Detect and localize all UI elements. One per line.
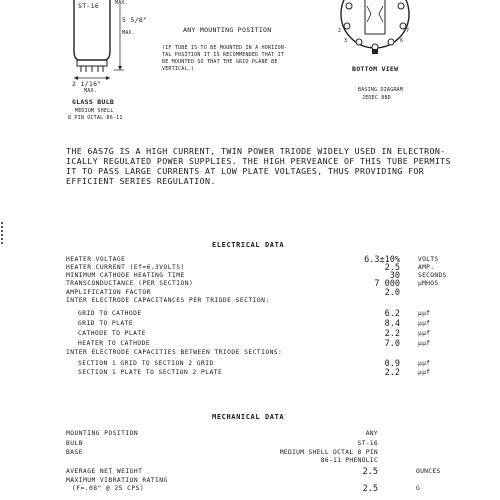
description-line-2: ICALLY REGULATED POWER SUPPLIES. THE HIGH PERVEANCE OF THIS TUBE PERMITS — [66, 156, 451, 166]
description-line-3: IT TO PASS LARGE CURRENTS AT LOW PLATE VOLTAGES, THUS PROVIDING FOR — [66, 166, 425, 176]
mounting-note-4: VERTICAL.) — [162, 66, 195, 72]
electrical-row: HEATER TO CATHODE 7.0 μμf — [78, 339, 431, 349]
bottom-view-title: BOTTOM VIEW — [352, 65, 399, 73]
electrical-row: GRID TO CATHODE 6.2 μμf — [78, 309, 431, 319]
mechanical-row: BASE MEDIUM SHELL OCTAL 8 PIN 86-11 PHENOLIC — [66, 449, 378, 464]
pin-label-3: 3 — [344, 38, 348, 44]
mechanical-row: BULB ST-16 — [66, 440, 378, 447]
electrical-row: HEATER VOLTAGE 6.3±10% VOLTS — [66, 255, 439, 265]
mechanical-data-heading: MECHANICAL DATA — [212, 413, 285, 421]
max-bottom-label: MAX. — [84, 88, 97, 94]
mechanical-row: MAXIMUM VIBRATION RATING (F=.08" @ 25 CPS) 2.5 G — [66, 477, 421, 494]
electrical-row: MINIMUM CATHODE HEATING TIME 30 SECONDS — [66, 271, 447, 281]
max-side-label: MAX. — [122, 30, 135, 36]
electrical-row: AMPLIFICATION FACTOR 2.0 — [66, 288, 400, 298]
max-top-label: MAX. — [115, 0, 128, 6]
description-paragraph — [66, 146, 486, 186]
margin-mark — [1, 222, 3, 246]
basing-diagram-caption: BASING DIAGRAM — [358, 87, 403, 93]
height-dimension: 5 5/8" — [122, 16, 148, 24]
pin-label-6: 6 — [400, 38, 404, 44]
pin-label-7: 7 — [406, 28, 410, 34]
electrical-row: SECTION 1 PLATE TO SECTION 2 PLATE 2.2 μμf — [78, 368, 431, 378]
mounting-note-1: (IF TUBE IS TO BE MOUNTED IN A HORIZON- — [162, 45, 288, 51]
pin-label-2: 2 — [338, 28, 342, 34]
electrical-row: CATHODE TO PLATE 2.2 μμf — [78, 329, 431, 339]
electrical-row: HEATER CURRENT (Ef=6.3VOLTS) 2.5 AMP. — [66, 263, 435, 273]
mechanical-row: MOUNTING POSITION ANY — [66, 430, 378, 437]
description-line-1: THE 6AS7G IS A HIGH CURRENT, TWIN POWER TRIODE WIDELY USED IN ELECTRON- — [66, 146, 446, 156]
electrical-row: SECTION 1 GRID TO SECTION 2 GRID 0.9 μμf — [78, 359, 431, 369]
description-line-4: EFFICIENT SERIES REGULATION. — [66, 176, 216, 186]
electrical-section-header: INTER ELECTRODE CAPACITANCES PER TRIODE SECTION: — [66, 297, 270, 304]
glass-bulb-title: GLASS BULB — [72, 98, 115, 106]
mounting-title: ANY MOUNTING POSITION — [183, 26, 272, 34]
electrical-section-header: INTER ELECTRODE CAPACITIES BETWEEN TRIODE SECTIONS: — [66, 349, 283, 356]
tube-type-label: ST-16 — [78, 2, 100, 10]
basing-diagram — [335, 0, 415, 62]
electrical-data-heading: ELECTRICAL DATA — [212, 241, 285, 249]
jedec-designation: JEDEC 8BD — [362, 95, 391, 101]
glass-bulb-line1: MEDIUM SHELL — [75, 108, 114, 114]
diameter-dimension: 2 1/16" — [72, 80, 102, 88]
glass-bulb-line2: 8 PIN OCTAL 86-11 — [68, 115, 123, 121]
mounting-note-3: BE MOUNTED SO THAT THE GRID PLANE BE — [162, 59, 278, 65]
mechanical-row: AVERAGE NET WEIGHT 2.5 OUNCES — [66, 467, 441, 477]
mounting-note-2: TAL POSITION IT IS RECOMMENDED THAT IT — [162, 52, 284, 58]
electrical-row: TRANSCONDUCTANCE (PER SECTION) 7 000 μMHOS — [66, 279, 439, 289]
electrical-row: GRID TO PLATE 8.4 μμf — [78, 319, 431, 329]
